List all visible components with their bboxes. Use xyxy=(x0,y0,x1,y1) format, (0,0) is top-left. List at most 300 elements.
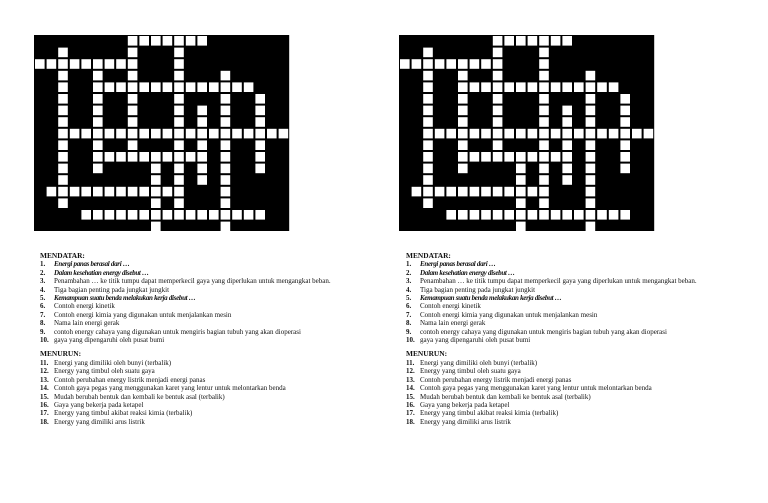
grid-cell xyxy=(458,94,468,104)
grid-cell xyxy=(423,164,433,174)
grid-cell xyxy=(116,82,126,92)
grid-cell xyxy=(516,152,526,162)
grid-cell xyxy=(221,210,231,220)
grid-cell xyxy=(632,129,642,139)
grid-cell xyxy=(93,187,103,197)
grid-cell xyxy=(151,175,161,185)
grid-cell xyxy=(551,152,561,162)
grid-cell xyxy=(209,210,219,220)
grid-cell xyxy=(58,106,68,116)
clue-down-16: 16. Gaya yang bekerja pada ketapel xyxy=(40,400,144,409)
grid-cell xyxy=(539,210,549,220)
grid-cell xyxy=(232,129,242,139)
grid-cell xyxy=(586,129,596,139)
grid-cell xyxy=(458,106,468,116)
grid-cell xyxy=(446,59,456,69)
grid-cell xyxy=(197,140,207,150)
grid-cell xyxy=(197,175,207,185)
grid-cell xyxy=(116,187,126,197)
grid-cell xyxy=(105,152,115,162)
grid-cell xyxy=(58,71,68,81)
grid-cell xyxy=(446,129,456,139)
grid-cell xyxy=(58,94,68,104)
grid-cell xyxy=(151,164,161,174)
grid-cell xyxy=(423,152,433,162)
grid-cell xyxy=(539,59,549,69)
grid-cell xyxy=(81,59,91,69)
grid-cell xyxy=(93,94,103,104)
grid-cell xyxy=(58,140,68,150)
grid-cell xyxy=(493,152,503,162)
grid-cell xyxy=(93,164,103,174)
grid-cell xyxy=(197,36,207,46)
grid-cell xyxy=(586,198,596,208)
grid-cell xyxy=(186,210,196,220)
grid-cell xyxy=(255,129,265,139)
grid-cell xyxy=(562,140,572,150)
grid-cell xyxy=(128,59,138,69)
clue-across-5: 5. Kemampuan suatu benda melakukan kerja disebut … xyxy=(40,294,196,303)
grid-cell xyxy=(423,82,433,92)
grid-cell xyxy=(139,152,149,162)
grid-cell xyxy=(586,152,596,162)
grid-cell xyxy=(255,106,265,116)
clue-down-17: 17. Energy yang timbul akibat reaksi kimia (terbalik) xyxy=(406,409,559,418)
grid-cell xyxy=(93,117,103,127)
grid-cell xyxy=(255,140,265,150)
grid-cell xyxy=(174,106,184,116)
down-heading: MENURUN: xyxy=(40,349,82,359)
clue-across-9: 9. contoh energy cahaya yang digunakan untuk mengiris bagian tubuh yang akan dioperasi xyxy=(406,327,667,336)
grid-cell xyxy=(458,210,468,220)
grid-cell xyxy=(128,210,138,220)
grid-cell xyxy=(562,106,572,116)
grid-cell xyxy=(586,164,596,174)
grid-cell xyxy=(58,82,68,92)
grid-cell xyxy=(174,210,184,220)
clue-down-16: 16. Gaya yang bekerja pada ketapel xyxy=(406,400,510,409)
grid-cell xyxy=(139,129,149,139)
clue-down-15: 15. Mudah berubah bentuk dan kembali ke bentuk asal (terbalik) xyxy=(406,392,591,401)
grid-cell xyxy=(528,36,538,46)
clue-across-8: 8. Nama lain energi gerak xyxy=(406,319,486,328)
grid-cell xyxy=(221,152,231,162)
grid-cell xyxy=(562,117,572,127)
grid-cell xyxy=(493,129,503,139)
clue-across-6: 6. Contoh energi kinetik xyxy=(40,302,115,311)
grid-cell xyxy=(539,187,549,197)
clue-down-11: 11. Energi yang dimiliki oleh bunyi (terbalik) xyxy=(406,358,538,367)
clue-across-3: 3. Penambahan … ke titik tumpu dapat memperkecil gaya yang diperlukan untuk mengangkat beban. xyxy=(40,277,331,286)
clue-across-8: 8. Nama lain energi gerak xyxy=(40,319,120,328)
grid-cell xyxy=(620,117,630,127)
grid-cell xyxy=(58,152,68,162)
clue-across-7: 7. Contoh energi kimia yang digunakan untuk menjalankan mesin xyxy=(40,310,232,319)
grid-cell xyxy=(493,71,503,81)
grid-cell xyxy=(539,36,549,46)
grid-cell xyxy=(128,106,138,116)
grid-cell xyxy=(174,48,184,58)
clue-down-13: 13. Contoh perubahan energy listrik menjadi energi panas xyxy=(406,375,572,384)
grid-cell xyxy=(539,117,549,127)
grid-cell xyxy=(539,152,549,162)
grid-cell xyxy=(504,36,514,46)
grid-cell xyxy=(209,129,219,139)
grid-cell xyxy=(128,94,138,104)
grid-cell xyxy=(174,94,184,104)
grid-cell xyxy=(539,129,549,139)
grid-cell xyxy=(539,94,549,104)
grid-cell xyxy=(458,164,468,174)
grid-cell xyxy=(609,210,619,220)
grid-cell xyxy=(58,175,68,185)
grid-cell xyxy=(504,187,514,197)
grid-cell xyxy=(493,210,503,220)
grid-cell xyxy=(139,187,149,197)
clue-down-15: 15. Mudah berubah bentuk dan kembali ke bentuk asal (terbalik) xyxy=(40,392,225,401)
grid-cell xyxy=(493,36,503,46)
grid-cell xyxy=(174,71,184,81)
grid-cell xyxy=(255,117,265,127)
grid-cell xyxy=(435,129,445,139)
grid-cell xyxy=(574,129,584,139)
grid-cell xyxy=(597,129,607,139)
grid-cell xyxy=(528,82,538,92)
grid-cell xyxy=(493,94,503,104)
grid-cell xyxy=(516,210,526,220)
grid-cell xyxy=(586,82,596,92)
clue-down-12: 12. Energy yang timbul oleh suatu gaya xyxy=(40,367,155,376)
grid-cell xyxy=(470,82,480,92)
grid-cell xyxy=(470,187,480,197)
grid-cell xyxy=(597,82,607,92)
grid-cell xyxy=(128,152,138,162)
grid-cell xyxy=(58,198,68,208)
clue-across-10: 10. gaya yang dipengaruhi oleh pusat bumi xyxy=(40,336,165,345)
grid-cell xyxy=(539,71,549,81)
grid-cell xyxy=(562,82,572,92)
grid-cell xyxy=(423,129,433,139)
grid-cell xyxy=(197,152,207,162)
grid-cell xyxy=(232,82,242,92)
grid-cell xyxy=(221,140,231,150)
grid-cell xyxy=(562,175,572,185)
grid-cell xyxy=(174,175,184,185)
down-heading: MENURUN: xyxy=(406,349,448,359)
grid-cell xyxy=(493,82,503,92)
grid-cell xyxy=(116,152,126,162)
grid-cell xyxy=(221,175,231,185)
clue-across-4: 4. Tiga bagian penting pada jungkat jungkit xyxy=(406,285,536,294)
grid-cell xyxy=(586,117,596,127)
grid-cell xyxy=(221,71,231,81)
grid-cell xyxy=(458,71,468,81)
clue-list xyxy=(406,252,746,426)
clue-list xyxy=(40,252,380,426)
grid-cell xyxy=(586,210,596,220)
grid-cell xyxy=(244,129,254,139)
grid-cell xyxy=(620,106,630,116)
grid-cell xyxy=(93,82,103,92)
grid-cell xyxy=(58,59,68,69)
grid-cell xyxy=(458,187,468,197)
clue-down-18: 18. Energy yang dimiliki arus listrik xyxy=(406,417,511,426)
grid-cell xyxy=(516,175,526,185)
grid-cell xyxy=(255,152,265,162)
grid-cell xyxy=(574,210,584,220)
clue-down-17: 17. Energy yang timbul akibat reaksi kimia (terbalik) xyxy=(40,409,193,418)
grid-cell xyxy=(93,129,103,139)
grid-cell xyxy=(562,36,572,46)
grid-cell xyxy=(255,210,265,220)
grid-cell xyxy=(516,198,526,208)
grid-cell xyxy=(163,152,173,162)
grid-cell xyxy=(458,117,468,127)
grid-cell xyxy=(47,187,57,197)
grid-cell xyxy=(197,106,207,116)
worksheet-right xyxy=(384,0,768,503)
clue-down-18: 18. Energy yang dimiliki arus listrik xyxy=(40,417,145,426)
grid-cell xyxy=(504,129,514,139)
grid-cell xyxy=(423,140,433,150)
grid-cell xyxy=(493,59,503,69)
grid-cell xyxy=(551,129,561,139)
grid-cell xyxy=(105,82,115,92)
grid-cell xyxy=(174,152,184,162)
grid-cell xyxy=(435,59,445,69)
grid-cell xyxy=(151,210,161,220)
grid-cell xyxy=(221,222,231,231)
grid-cell xyxy=(116,129,126,139)
grid-cell xyxy=(620,210,630,220)
grid-cell xyxy=(244,210,254,220)
grid-cell xyxy=(186,129,196,139)
grid-cell xyxy=(163,210,173,220)
grid-cell xyxy=(493,187,503,197)
grid-cell xyxy=(174,129,184,139)
grid-cell xyxy=(423,117,433,127)
grid-cell xyxy=(197,82,207,92)
across-heading: MENDATAR: xyxy=(40,251,85,260)
grid-cell xyxy=(209,82,219,92)
grid-cell xyxy=(539,164,549,174)
grid-cell xyxy=(221,187,231,197)
grid-cell xyxy=(221,82,231,92)
across-heading: MENDATAR: xyxy=(406,251,451,260)
grid-cell xyxy=(174,140,184,150)
clue-across-1: 1. Energi panas berasal dari … xyxy=(406,260,496,269)
grid-cell xyxy=(81,187,91,197)
grid-cell xyxy=(446,210,456,220)
grid-cell xyxy=(163,187,173,197)
grid-cell xyxy=(232,210,242,220)
clue-down-12: 12. Energy yang timbul oleh suatu gaya xyxy=(406,367,521,376)
grid-cell xyxy=(186,36,196,46)
grid-cell xyxy=(539,106,549,116)
grid-cell xyxy=(620,152,630,162)
grid-cell xyxy=(493,117,503,127)
clue-down-13: 13. Contoh perubahan energy listrik menjadi energi panas xyxy=(40,375,206,384)
grid-cell xyxy=(528,187,538,197)
grid-cell xyxy=(504,210,514,220)
grid-cell xyxy=(586,187,596,197)
grid-cell xyxy=(197,117,207,127)
grid-cell xyxy=(562,129,572,139)
crossword-grid xyxy=(399,35,655,231)
grid-cell xyxy=(516,222,526,231)
grid-cell xyxy=(423,94,433,104)
grid-cell xyxy=(458,82,468,92)
grid-cell xyxy=(58,187,68,197)
grid-cell xyxy=(58,164,68,174)
grid-cell xyxy=(221,164,231,174)
grid-cell xyxy=(400,59,410,69)
grid-cell xyxy=(423,59,433,69)
grid-cell xyxy=(221,129,231,139)
grid-cell xyxy=(105,59,115,69)
grid-cell xyxy=(128,71,138,81)
grid-cell xyxy=(151,222,161,231)
grid-cell xyxy=(516,129,526,139)
grid-cell xyxy=(504,82,514,92)
grid-cell xyxy=(255,164,265,174)
grid-cell xyxy=(279,129,289,139)
grid-cell xyxy=(163,129,173,139)
grid-cell xyxy=(597,210,607,220)
grid-cell xyxy=(470,210,480,220)
clue-down-11: 11. Energi yang dimiliki oleh bunyi (terbalik) xyxy=(40,358,172,367)
grid-cell xyxy=(221,117,231,127)
grid-cell xyxy=(93,210,103,220)
clue-across-6: 6. Contoh energi kinetik xyxy=(406,302,481,311)
grid-cell xyxy=(481,129,491,139)
grid-cell xyxy=(221,106,231,116)
grid-cell xyxy=(644,129,654,139)
grid-cell xyxy=(539,82,549,92)
grid-cell xyxy=(174,117,184,127)
clue-across-5: 5. Kemampuan suatu benda melakukan kerja disebut … xyxy=(406,294,562,303)
grid-cell xyxy=(128,36,138,46)
grid-cell xyxy=(539,175,549,185)
grid-cell xyxy=(93,152,103,162)
grid-cell xyxy=(551,210,561,220)
grid-cell xyxy=(574,82,584,92)
grid-cell xyxy=(481,210,491,220)
grid-cell xyxy=(70,59,80,69)
grid-cell xyxy=(128,129,138,139)
grid-cell xyxy=(174,36,184,46)
grid-cell xyxy=(423,187,433,197)
clue-across-2: 2. Dalam kesehatian energy disebut … xyxy=(406,268,515,277)
grid-cell xyxy=(221,198,231,208)
grid-cell xyxy=(128,117,138,127)
grid-cell xyxy=(93,140,103,150)
clue-down-14: 14. Contoh gaya pegas yang menggunakan karet yang lentur untuk melontarkan benda xyxy=(40,384,286,393)
clue-across-7: 7. Contoh energi kimia yang digunakan untuk menjalankan mesin xyxy=(406,310,598,319)
grid-cell xyxy=(470,152,480,162)
grid-cell xyxy=(493,140,503,150)
grid-cell xyxy=(151,36,161,46)
grid-cell xyxy=(163,36,173,46)
grid-cell xyxy=(163,82,173,92)
grid-cell xyxy=(481,152,491,162)
clue-across-4: 4. Tiga bagian penting pada jungkat jungkit xyxy=(40,285,170,294)
grid-cell xyxy=(128,82,138,92)
grid-cell xyxy=(105,187,115,197)
grid-cell xyxy=(412,59,422,69)
grid-cell xyxy=(221,94,231,104)
grid-cell xyxy=(139,210,149,220)
grid-cell xyxy=(493,106,503,116)
grid-cell xyxy=(174,187,184,197)
grid-cell xyxy=(446,187,456,197)
grid-cell xyxy=(458,152,468,162)
grid-cell xyxy=(458,129,468,139)
grid-cell xyxy=(151,152,161,162)
grid-cell xyxy=(481,82,491,92)
grid-cell xyxy=(139,36,149,46)
grid-cell xyxy=(58,129,68,139)
grid-cell xyxy=(93,106,103,116)
grid-cell xyxy=(586,94,596,104)
grid-cell xyxy=(586,106,596,116)
grid-cell xyxy=(435,187,445,197)
grid-cell xyxy=(458,59,468,69)
grid-cell xyxy=(609,82,619,92)
grid-cell xyxy=(528,152,538,162)
grid-cell xyxy=(528,210,538,220)
grid-cell xyxy=(151,198,161,208)
grid-cell xyxy=(620,164,630,174)
grid-cell xyxy=(244,82,254,92)
grid-cell xyxy=(116,59,126,69)
grid-cell xyxy=(93,71,103,81)
grid-cell xyxy=(105,129,115,139)
grid-cell xyxy=(197,129,207,139)
grid-cell xyxy=(197,164,207,174)
grid-cell xyxy=(620,140,630,150)
grid-cell xyxy=(539,48,549,58)
grid-cell xyxy=(539,140,549,150)
grid-cell xyxy=(516,187,526,197)
grid-cell xyxy=(516,164,526,174)
grid-cell xyxy=(423,71,433,81)
clue-across-10: 10. gaya yang dipengaruhi oleh pusat bumi xyxy=(406,336,531,345)
grid-cell xyxy=(609,129,619,139)
grid-cell xyxy=(128,187,138,197)
grid-cell xyxy=(81,129,91,139)
grid-cell xyxy=(70,129,80,139)
grid-cell xyxy=(174,164,184,174)
grid-cell xyxy=(551,36,561,46)
grid-cell xyxy=(562,164,572,174)
grid-cell xyxy=(423,106,433,116)
grid-cell xyxy=(174,59,184,69)
grid-cell xyxy=(528,129,538,139)
grid-cell xyxy=(423,48,433,58)
grid-cell xyxy=(516,36,526,46)
clue-across-9: 9. contoh energy cahaya yang digunakan untuk mengiris bagian tubuh yang akan dioperasi xyxy=(40,327,301,336)
grid-cell xyxy=(151,129,161,139)
grid-cell xyxy=(58,48,68,58)
grid-cell xyxy=(458,140,468,150)
grid-cell xyxy=(423,198,433,208)
grid-cell xyxy=(105,210,115,220)
grid-cell xyxy=(35,59,45,69)
grid-cell xyxy=(116,210,126,220)
grid-cell xyxy=(93,59,103,69)
grid-cell xyxy=(586,222,596,231)
